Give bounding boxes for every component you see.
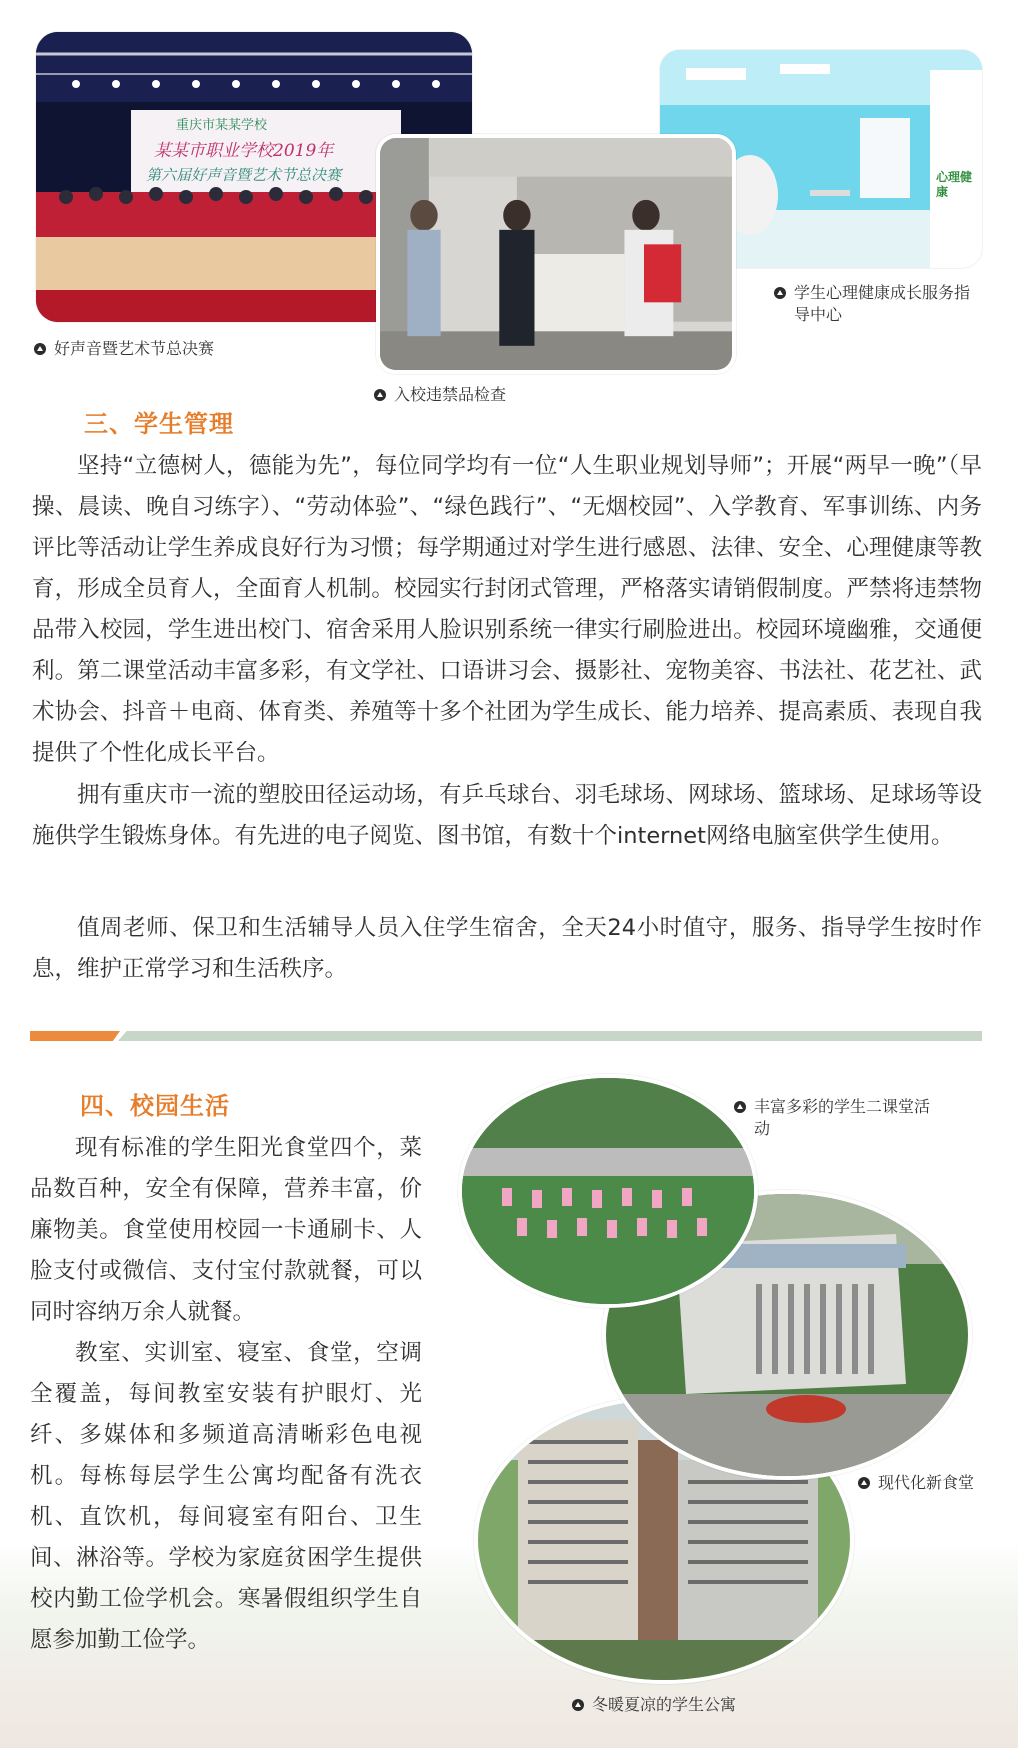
caption-activities [734,1096,944,1140]
play-icon [774,287,786,299]
section3-paragraph-2: 拥有重庆市一流的塑胶田径运动场，有乒乓球台、羽毛球场、网球场、篮球场、足球场等设施供学生锻炼身体。有先进的电子阅览、图书馆，有数十个internet网络电脑室供学生使用。 [32,782,982,849]
stage-banner-line1: 某某市职业学校2019年 [154,141,334,161]
stage-banner-school: 重庆市某某学校 [176,118,268,133]
caption-art-festival [34,338,214,360]
stage-banner-line2: 第六届好声音暨艺术节总决赛 [146,166,342,184]
caption-security-check-text: 入校违禁品检查 [394,385,507,404]
play-icon [858,1477,870,1489]
caption-canteen-text: 现代化新食堂 [878,1473,975,1492]
play-icon [34,343,46,355]
caption-psych-center [774,282,980,326]
caption-activities-text: 丰富多彩的学生二课堂活动 [754,1097,931,1138]
security-check-photo [376,134,736,374]
play-icon [572,1699,584,1711]
caption-canteen [858,1472,974,1494]
section4-paragraph-2: 教室、实训室、寝室、食堂，空调全覆盖，每间教室安装有护眼灯、光纤、多媒体和多频道高清晰彩色电视机。每栋每层学生公寓均配备有洗衣机、直饮机，每间寝室有阳台、卫生间、淋浴等。学校为家庭贫困学生提供校内勤工俭学机会。寒暑假组织学生自愿参加勤工俭学。 [30,1340,422,1653]
section3-paragraph-3: 值周老师、保卫和生活辅导人员入住学生宿舍，全天24小时值守，服务、指导学生按时作息，维护正常学习和生活秩序。 [32,915,982,982]
caption-dorm-text: 冬暖夏凉的学生公寓 [592,1695,737,1714]
play-icon [734,1101,746,1113]
caption-psych-center-text: 学生心理健康成长服务指导中心 [794,283,971,324]
divider-accent [30,1031,120,1041]
activities-photo [458,1074,758,1308]
caption-dorm [572,1694,736,1716]
section3-title: 三、学生管理 [84,410,234,438]
caption-art-festival-text: 好声音暨艺术节总决赛 [54,339,215,358]
psych-sign: 心理健康 [936,170,973,199]
play-icon [374,389,386,401]
divider-bar [118,1031,982,1041]
section4-paragraph-1: 现有标准的学生阳光食堂四个，菜品数百种，安全有保障，营养丰富，价廉物美。食堂使用校园一卡通刷卡、人脸支付或微信、支付宝付款就餐，可以同时容纳万余人就餐。 [30,1135,422,1325]
section3-paragraph-1: 坚持“立德树人，德能为先”，每位同学均有一位“人生职业规划导师”；开展“两早一晚”（早操、晨读、晚自习练字）、“劳动体验”、“绿色践行”、“无烟校园”、入学教育、军事训练、内务评比等活动让学生养成良好行为习惯；每学期通过对学生进行感恩、法律、安全、心理健康等教育，形成全员育人，全面育人机制。校园实行封闭式管理，严格落实请销假制度。严禁将违禁物品带入校园，学生进出校门、宿舍采用人脸识别系统一律实行刷脸进出。校园环境幽雅，交通便利。第二课堂活动丰富多彩，有文学社、口语讲习会、摄影社、宠物美容、书法社、花艺社、武术协会、抖音＋电商、体育类、养殖等十多个社团为学生成长、能力培养、提高素质、表现自我提供了个性化成长平台。 [32,453,982,766]
section4-title: 四、校园生活 [80,1092,230,1120]
caption-security-check [374,384,506,406]
